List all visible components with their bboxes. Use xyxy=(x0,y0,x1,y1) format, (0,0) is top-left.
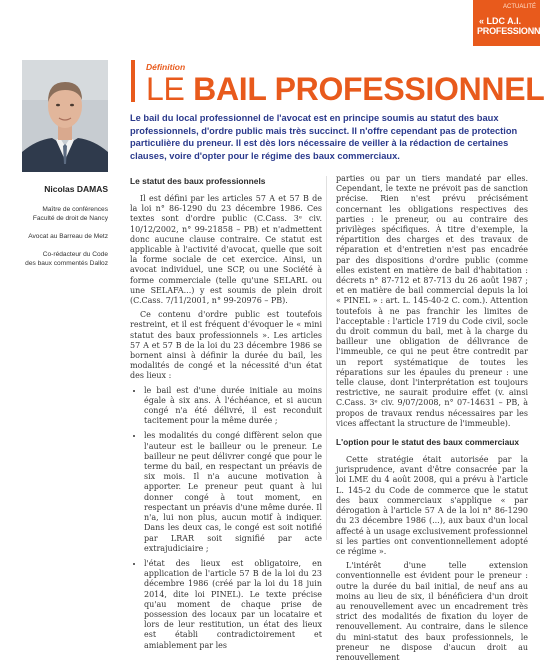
author-title-1: Maître de conférences xyxy=(42,206,108,213)
right-heading: L'option pour le statut des baux commerciaux xyxy=(336,437,520,448)
list-item: • les modalités du congé diffèrent selon que l'auteur est le bailleur ou le preneur. Le bailleur ne peut délivrer congé que pour le terme du bail, en respectant un préavis de six mois. Il n'a aucune motivation à apporter. Le preneur peut quant à lui donner congé à tout moment, en respectant un préavis d'une même durée. Il n'a, lui non plus, aucun motif à indiquer. Dans les deux cas, le congé est soit notifié par LRAR soit signifié par acte extrajudiciaire ; xyxy=(144,431,322,553)
author-photo xyxy=(22,60,108,172)
badge-line2: PROFESSIONNEL xyxy=(477,26,551,36)
title-accent-bar xyxy=(131,60,135,102)
right-paragraph-1: parties ou par un tiers mandaté par elles. Cependant, le texte ne prévoit pas de sanction précise. Rien n'est prévu précisément concernant les obligations respectives des parties : le preneur, ou au contraire des privilèges spécifiques. À titre d'exemple, la répartition des charges et des travaux de réparation et d'entretien n'est pas encadrée par des dispositions d'ordre public (comme elles existent en matière de bail d'habitation : décrets n° 87-712 et 87-713 du 26 août 1987 ; et en matière de bail commercial depuis la loi « PINEL » : art. L. 145-40-2 C. com.). Attention toutefois à ne pas franchir les limites de l'acceptable : l'article 1719 du Code civil, socle du droit commun du bail, met à la charge du bailleur une obligation de délivrance de l'immeuble, ce qui ne peut être contredit par un report systématique de toutes les réparations sur les épaules du preneur : une telle clause, dont l'interprétation est toujours restrictive, ne saurait produire effet (v. ainsi C.Cass. 3ᵉ civ. 9/07/2008, n° 07-14631 – PB, à propos de travaux rendus nécessaires par les vices affectant la structure de l'immeuble). xyxy=(336,174,528,428)
right-paragraph-2: Cette stratégie était autorisée par la jurisprudence, avant d'être consacrée par la loi LME du 4 août 2008, qui a prévu à l'article L. 145-2 du Code de commerce que le statut des baux commerciaux s'applique « par dérogation à l'article 57 A de la loi n° 86-1290 du 23 décembre 1986 (...), aux baux d'un local affecté à un usage exclusivement professionnel si les parties ont conventionnellement adopté ce régime ». xyxy=(336,455,528,556)
list-item: • le bail est d'une durée initiale au moins égale à six ans. À l'échéance, et si aucun congé n'a été délivré, il est reconduit tacitement pour la même durée ; xyxy=(144,386,322,427)
title-prefix: LE xyxy=(146,71,194,107)
left-paragraph-2: Ce contenu d'ordre public est toutefois restreint, et il est fréquent d'évoquer le « mini statut des baux professionnels ». Les articles 57 A et 57 B de la loi du 23 décembre 1986 se bornent ainsi à définir la durée du bail, les modalités de congé et la nécessité d'un état des lieux : xyxy=(130,310,322,381)
portrait-image xyxy=(22,60,108,172)
author-title-2: Faculté de droit de Nancy xyxy=(32,215,108,222)
author-title-3: Avocat au Barreau de Metz xyxy=(28,233,108,240)
author-name: Nicolas DAMAS xyxy=(44,184,108,194)
title-main: BAIL PROFESSIONNEL xyxy=(193,71,545,107)
left-column xyxy=(130,176,322,656)
badge-top: ACTUALITÉ xyxy=(502,4,536,10)
bullet-list xyxy=(130,386,322,651)
section-badge xyxy=(473,0,551,46)
lead-paragraph: Le bail du local professionnel de l'avocat est en principe soumis au statut des baux professionnels, d'ordre public mais très succinct. Il n'offre cependant pas de protection particulière du preneur. Il est dès lors nécessaire de veiller à la rédaction de certaines clauses, voire d'opter pour le régime des baux commerciaux. xyxy=(130,113,518,161)
author-title-4: Co-rédacteur du Code xyxy=(42,251,108,258)
right-paragraph-3: L'intérêt d'une telle extension conventionnelle est évident pour le preneur : outre la durée du bail initial, de neuf ans au moins au lieu de six, il bénéficiera d'un droit au renouvellement avec un encadrement très strict des modalités de fixation du loyer de renouvellement. Au contraire, dans le silence du mini-statut des baux professionnels, le preneur ne dispose d'aucun droit au renouvellement xyxy=(336,561,528,662)
author-title-5: des baux commentés Dalloz xyxy=(25,260,108,267)
badge-line1: « LDC A.I. xyxy=(479,16,522,26)
column-divider xyxy=(326,176,327,540)
left-heading: Le statut des baux professionnels xyxy=(130,176,266,186)
left-paragraph-1: Il est défini par les articles 57 A et 57 B de la loi n° 86-1290 du 23 décembre 1986. Ces textes sont d'ordre public (C.Cass. 3ᵉ civ. 10/12/2002, n° 99-21858 – PB) et n'admettent donc aucune clause contraire. Ce statut est applicable à l'activité d'avocat, quelle que soit la forme sociale de cet exercice. Ainsi, un avocat individuel, une SCP, ou une Société à forme commerciale (telle qu'une SELARL ou une SELAFA...) y est soumis de plein droit (C.Cass. 7/11/2001, n° 99-20976 – PB). xyxy=(130,194,322,306)
kicker: Définition xyxy=(146,62,186,72)
page-title xyxy=(146,71,545,108)
right-column xyxy=(336,174,528,667)
list-item: • l'état des lieux est obligatoire, en application de l'article 57 B de la loi du 23 décembre 1986 (créé par la loi du 18 juin 2014, dite loi PINEL). Le texte précise qu'au moment de chaque prise de possession des locaux par un locataire et lors de leur restitution, un état des lieux est établi contradictoirement et amiablement par les xyxy=(144,559,322,651)
